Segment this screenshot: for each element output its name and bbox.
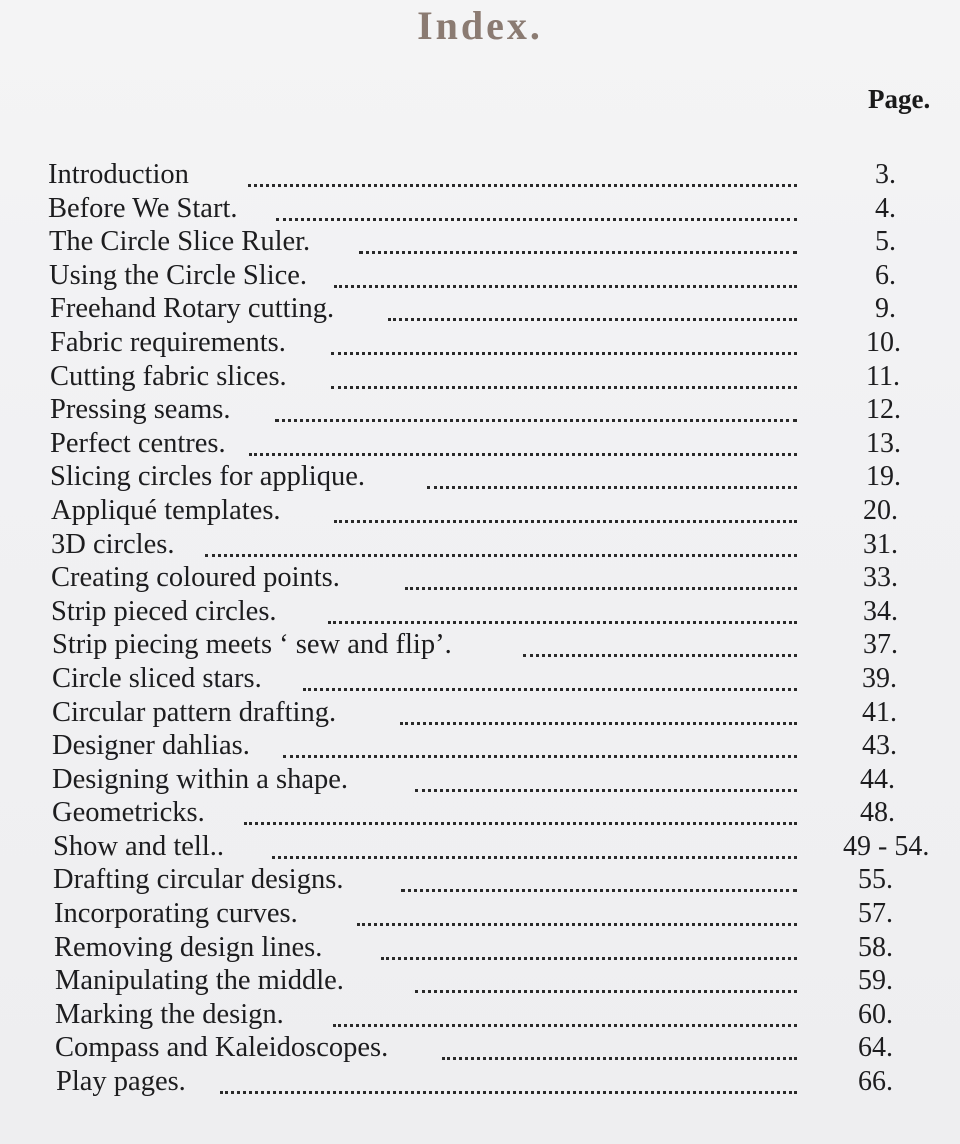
dot-leader bbox=[415, 789, 797, 792]
dot-leader bbox=[331, 386, 797, 389]
dot-leader bbox=[334, 285, 797, 288]
dot-leader bbox=[400, 722, 797, 725]
index-entry bbox=[0, 225, 960, 259]
dot-leader bbox=[272, 856, 797, 859]
entry-page-number: 9. bbox=[875, 293, 896, 325]
index-entry bbox=[0, 192, 960, 226]
entry-page-number: 10. bbox=[866, 326, 901, 358]
index-entry bbox=[0, 326, 960, 360]
index-entry bbox=[0, 460, 960, 494]
index-entry bbox=[0, 360, 960, 394]
entry-title: Strip piecing meets ‘ sew and flip’. bbox=[52, 629, 452, 661]
entry-page-number: 31. bbox=[863, 528, 898, 560]
dot-leader bbox=[333, 1024, 797, 1027]
dot-leader bbox=[249, 453, 797, 456]
dot-leader bbox=[303, 688, 797, 691]
entry-page-number: 12. bbox=[866, 394, 901, 426]
entry-page-number: 39. bbox=[862, 662, 897, 694]
index-entry bbox=[0, 158, 960, 192]
dot-leader bbox=[244, 822, 797, 825]
dot-leader bbox=[442, 1057, 797, 1060]
entry-title: 3D circles. bbox=[51, 528, 175, 560]
index-entry bbox=[0, 662, 960, 696]
index-entries bbox=[0, 158, 960, 1099]
entry-page-number: 44. bbox=[860, 763, 895, 795]
entry-page-number: 20. bbox=[863, 494, 898, 526]
entry-page-number: 34. bbox=[863, 595, 898, 627]
index-entry bbox=[0, 998, 960, 1032]
entry-title: Compass and Kaleidoscopes. bbox=[55, 1032, 389, 1064]
entry-page-number: 19. bbox=[866, 461, 901, 493]
entry-title: Removing design lines. bbox=[54, 931, 323, 963]
dot-leader bbox=[381, 957, 797, 960]
index-entry bbox=[0, 628, 960, 662]
index-entry bbox=[0, 393, 960, 427]
index-entry bbox=[0, 964, 960, 998]
entry-page-number: 13. bbox=[866, 427, 901, 459]
dot-leader bbox=[331, 352, 797, 355]
entry-title: Slicing circles for applique. bbox=[50, 461, 365, 493]
entry-title: Appliqué templates. bbox=[51, 494, 281, 526]
entry-title: Incorporating curves. bbox=[54, 898, 298, 930]
entry-title: The Circle Slice Ruler. bbox=[49, 226, 311, 258]
dot-leader bbox=[248, 184, 797, 187]
index-entry bbox=[0, 427, 960, 461]
entry-title: Drafting circular designs. bbox=[53, 864, 344, 896]
page-column-header: Page. bbox=[868, 84, 931, 114]
dot-leader bbox=[427, 486, 797, 489]
entry-page-number: 41. bbox=[862, 696, 897, 728]
entry-title: Fabric requirements. bbox=[50, 326, 286, 358]
index-entry bbox=[0, 763, 960, 797]
entry-page-number: 33. bbox=[863, 562, 898, 594]
entry-title: Before We Start. bbox=[48, 192, 238, 224]
entry-page-number: 66. bbox=[858, 1066, 893, 1098]
entry-title: Strip pieced circles. bbox=[51, 595, 277, 627]
index-entry bbox=[0, 1065, 960, 1099]
dot-leader bbox=[334, 520, 797, 523]
index-entry bbox=[0, 595, 960, 629]
dot-leader bbox=[275, 419, 797, 422]
entry-page-number: 55. bbox=[858, 864, 893, 896]
entry-page-number: 11. bbox=[866, 360, 900, 392]
dot-leader bbox=[415, 990, 797, 993]
entry-page-number: 64. bbox=[858, 1032, 893, 1064]
dot-leader bbox=[283, 755, 797, 758]
entry-page-number: 3. bbox=[875, 159, 896, 190]
entry-title: Manipulating the middle. bbox=[55, 965, 344, 997]
entry-page-number: 4. bbox=[875, 192, 896, 224]
entry-title: Geometricks. bbox=[52, 797, 205, 829]
dot-leader bbox=[205, 554, 797, 557]
index-entry bbox=[0, 528, 960, 562]
dot-leader bbox=[276, 218, 797, 221]
entry-page-number: 60. bbox=[858, 998, 893, 1030]
page-title: Index. bbox=[417, 3, 543, 48]
entry-title: Introduction bbox=[48, 159, 189, 190]
index-entry bbox=[0, 561, 960, 595]
dot-leader bbox=[357, 923, 797, 926]
dot-leader bbox=[523, 654, 797, 657]
index-entry bbox=[0, 830, 960, 864]
entry-title: Cutting fabric slices. bbox=[50, 360, 287, 392]
index-entry bbox=[0, 897, 960, 931]
entry-title: Circular pattern drafting. bbox=[52, 696, 337, 728]
dot-leader bbox=[405, 587, 797, 590]
dot-leader bbox=[388, 318, 797, 321]
entry-title: Using the Circle Slice. bbox=[49, 259, 308, 291]
dot-leader bbox=[328, 621, 797, 624]
entry-page-number: 37. bbox=[863, 629, 898, 661]
entry-page-number: 59. bbox=[858, 965, 893, 997]
dot-leader bbox=[220, 1091, 797, 1094]
entry-title: Creating coloured points. bbox=[51, 562, 340, 594]
entry-page-number: 57. bbox=[858, 898, 893, 930]
entry-title: Designing within a shape. bbox=[52, 763, 349, 795]
entry-title: Pressing seams. bbox=[50, 394, 231, 426]
entry-title: Circle sliced stars. bbox=[52, 662, 262, 694]
entry-page-number: 48. bbox=[860, 797, 895, 829]
entry-page-number: 49 - 54. bbox=[843, 830, 930, 862]
entry-page-number: 6. bbox=[875, 259, 896, 291]
entry-page-number: 43. bbox=[862, 730, 897, 762]
entry-title: Show and tell.. bbox=[53, 830, 224, 862]
entry-title: Freehand Rotary cutting. bbox=[50, 293, 335, 325]
entry-title: Play pages. bbox=[56, 1066, 186, 1098]
index-entry bbox=[0, 1031, 960, 1065]
index-entry bbox=[0, 931, 960, 965]
entry-page-number: 5. bbox=[875, 226, 896, 258]
entry-page-number: 58. bbox=[858, 931, 893, 963]
index-entry bbox=[0, 796, 960, 830]
entry-title: Marking the design. bbox=[55, 998, 284, 1030]
dot-leader bbox=[401, 889, 797, 892]
entry-title: Perfect centres. bbox=[50, 427, 226, 459]
index-entry bbox=[0, 696, 960, 730]
index-entry bbox=[0, 494, 960, 528]
index-entry bbox=[0, 863, 960, 897]
entry-title: Designer dahlias. bbox=[52, 730, 250, 762]
index-entry bbox=[0, 259, 960, 293]
dot-leader bbox=[359, 251, 797, 254]
index-entry bbox=[0, 292, 960, 326]
index-entry bbox=[0, 729, 960, 763]
